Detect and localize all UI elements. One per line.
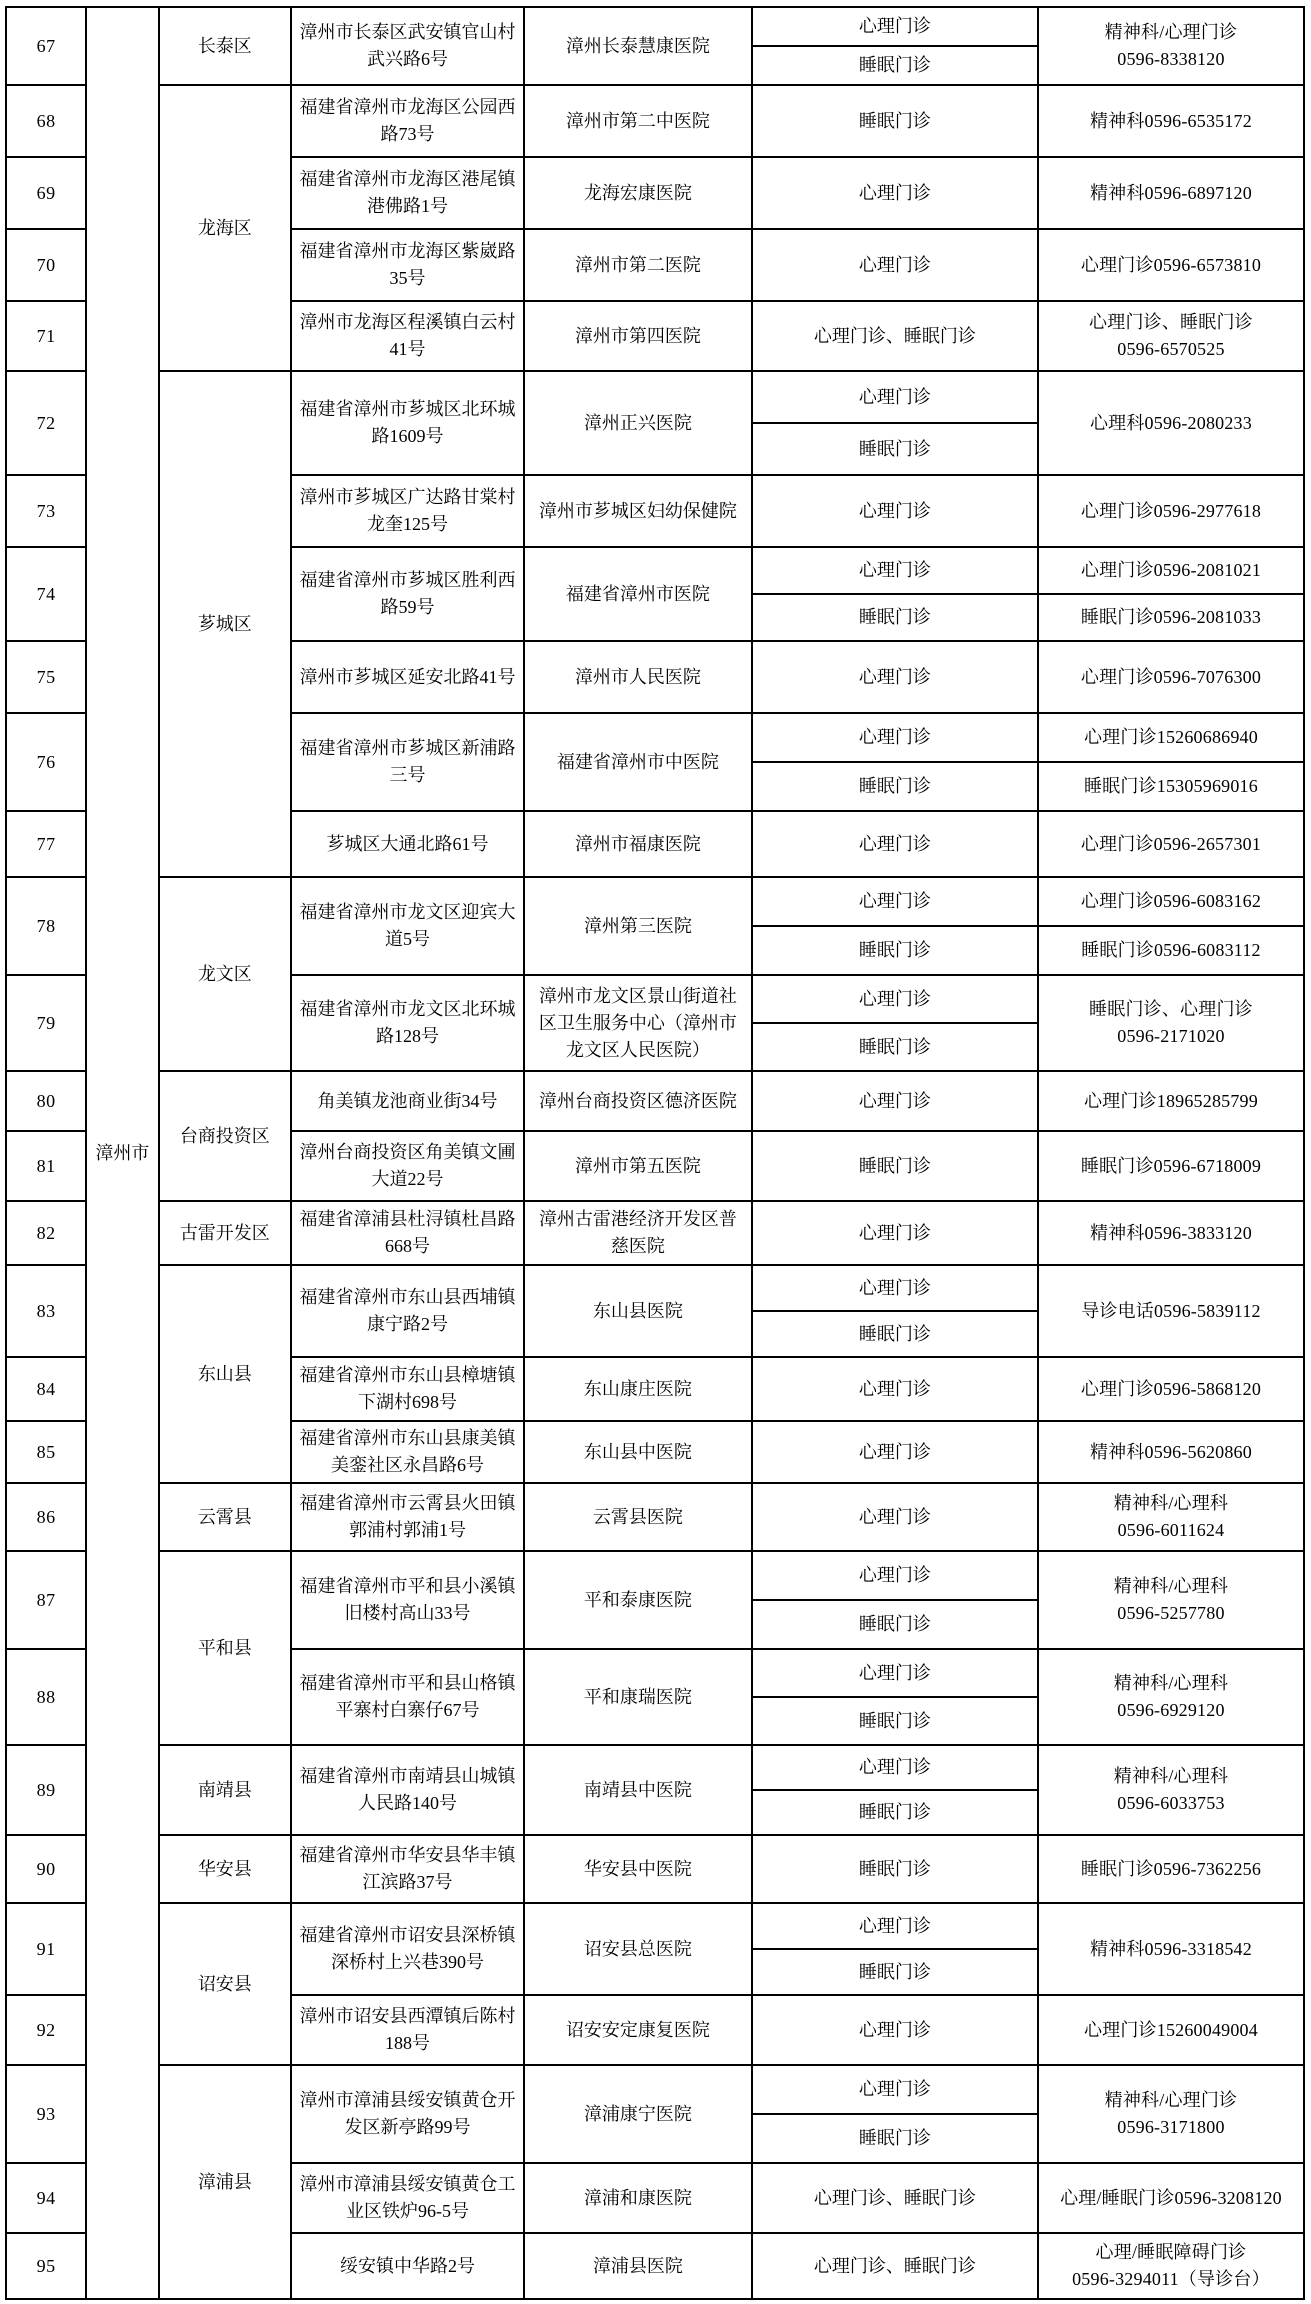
row-number-cell: 69 (6, 157, 86, 229)
hospital-cell: 东山县中医院 (524, 1421, 752, 1483)
row-number-cell: 80 (6, 1071, 86, 1131)
hospital-cell: 东山康庄医院 (524, 1357, 752, 1421)
address-cell: 福建省漳浦县杜浔镇杜昌路668号 (291, 1201, 524, 1265)
phone-cell: 睡眠门诊0596-6718009 (1038, 1131, 1304, 1201)
address-cell: 福建省漳州市芗城区北环城路1609号 (291, 371, 524, 475)
table-row (6, 1071, 1304, 1131)
clinic-type-cell: 心理门诊 (752, 1649, 1038, 1697)
district-cell: 华安县 (159, 1835, 292, 1903)
row-number-cell: 87 (6, 1551, 86, 1649)
row-number-cell: 91 (6, 1903, 86, 1995)
hospital-cell: 漳州市龙文区景山街道社区卫生服务中心（漳州市龙文区人民医院） (524, 975, 752, 1071)
clinic-type-cell: 心理门诊 (752, 1357, 1038, 1421)
address-cell: 福建省漳州市龙海区港尾镇港佛路1号 (291, 157, 524, 229)
address-cell: 漳州市漳浦县绥安镇黄仓工业区铁炉96-5号 (291, 2163, 524, 2233)
address-cell: 福建省漳州市华安县华丰镇江滨路37号 (291, 1835, 524, 1903)
clinic-type-cell: 心理门诊 (752, 641, 1038, 713)
clinic-type-cell: 心理门诊 (752, 1995, 1038, 2065)
phone-cell: 精神科/心理门诊 0596-8338120 (1038, 7, 1304, 85)
clinic-type-cell: 睡眠门诊 (752, 46, 1038, 85)
phone-cell: 睡眠门诊、心理门诊 0596-2171020 (1038, 975, 1304, 1071)
hospital-cell: 诏安安定康复医院 (524, 1995, 752, 2065)
clinic-type-cell: 心理门诊 (752, 1551, 1038, 1600)
row-number-cell: 72 (6, 371, 86, 475)
hospital-cell: 漳州市第二中医院 (524, 85, 752, 157)
hospital-cell: 漳州市第二医院 (524, 229, 752, 301)
address-cell: 福建省漳州市南靖县山城镇人民路140号 (291, 1745, 524, 1835)
clinic-type-cell: 睡眠门诊 (752, 1600, 1038, 1649)
address-cell: 福建省漳州市东山县西埔镇康宁路2号 (291, 1265, 524, 1357)
clinic-type-cell: 睡眠门诊 (752, 1949, 1038, 1995)
table-row (6, 1201, 1304, 1265)
address-cell: 福建省漳州市平和县小溪镇旧楼村高山33号 (291, 1551, 524, 1649)
phone-cell: 精神科0596-3318542 (1038, 1903, 1304, 1995)
phone-cell: 精神科/心理科 0596-5257780 (1038, 1551, 1304, 1649)
clinic-type-cell: 睡眠门诊 (752, 1790, 1038, 1835)
hospital-cell: 诏安县总医院 (524, 1903, 752, 1995)
clinic-type-cell: 心理门诊 (752, 2065, 1038, 2114)
phone-cell: 精神科0596-3833120 (1038, 1201, 1304, 1265)
row-number-cell: 67 (6, 7, 86, 85)
row-number-cell: 83 (6, 1265, 86, 1357)
address-cell: 漳州市诏安县西潭镇后陈村188号 (291, 1995, 524, 2065)
phone-cell: 精神科0596-5620860 (1038, 1421, 1304, 1483)
table-row (6, 1835, 1304, 1903)
phone-cell: 精神科/心理科 0596-6929120 (1038, 1649, 1304, 1745)
table-row (6, 1265, 1304, 1311)
district-cell: 古雷开发区 (159, 1201, 292, 1265)
clinic-type-cell: 心理门诊 (752, 157, 1038, 229)
address-cell: 福建省漳州市龙文区北环城路128号 (291, 975, 524, 1071)
clinic-type-cell: 心理门诊 (752, 713, 1038, 762)
phone-cell: 心理门诊0596-2977618 (1038, 475, 1304, 547)
phone-cell: 精神科/心理科 0596-6011624 (1038, 1483, 1304, 1551)
clinic-type-cell: 心理门诊 (752, 975, 1038, 1023)
hospital-cell: 漳州古雷港经济开发区普慈医院 (524, 1201, 752, 1265)
clinic-type-cell: 睡眠门诊 (752, 1697, 1038, 1745)
address-cell: 漳州市芗城区广达路甘棠村龙奎125号 (291, 475, 524, 547)
phone-cell: 心理门诊15260049004 (1038, 1995, 1304, 2065)
district-cell: 漳浦县 (159, 2065, 292, 2299)
row-number-cell: 95 (6, 2233, 86, 2299)
clinic-type-cell: 心理门诊 (752, 371, 1038, 423)
clinic-type-cell: 睡眠门诊 (752, 1131, 1038, 1201)
address-cell: 福建省漳州市诏安县深桥镇深桥村上兴巷390号 (291, 1903, 524, 1995)
clinic-type-cell: 心理门诊 (752, 1483, 1038, 1551)
clinic-type-cell: 心理门诊 (752, 7, 1038, 46)
phone-cell: 睡眠门诊15305969016 (1038, 762, 1304, 811)
table-row (6, 877, 1304, 926)
address-cell: 福建省漳州市云霄县火田镇郭浦村郭浦1号 (291, 1483, 524, 1551)
phone-cell: 心理门诊15260686940 (1038, 713, 1304, 762)
district-cell: 龙海区 (159, 85, 292, 371)
hospital-cell: 东山县医院 (524, 1265, 752, 1357)
hospital-cell: 云霄县医院 (524, 1483, 752, 1551)
address-cell: 福建省漳州市龙海区紫崴路35号 (291, 229, 524, 301)
phone-cell: 心理门诊18965285799 (1038, 1071, 1304, 1131)
phone-cell: 睡眠门诊0596-7362256 (1038, 1835, 1304, 1903)
hospital-cell: 漳州市第五医院 (524, 1131, 752, 1201)
row-number-cell: 76 (6, 713, 86, 811)
clinic-type-cell: 心理门诊 (752, 1903, 1038, 1949)
hospital-cell: 漳州市福康医院 (524, 811, 752, 877)
row-number-cell: 73 (6, 475, 86, 547)
hospital-cell: 福建省漳州市中医院 (524, 713, 752, 811)
phone-cell: 精神科0596-6897120 (1038, 157, 1304, 229)
address-cell: 福建省漳州市平和县山格镇平寨村白寨仔67号 (291, 1649, 524, 1745)
phone-cell: 睡眠门诊0596-2081033 (1038, 594, 1304, 641)
hospital-cell: 漳州台商投资区德济医院 (524, 1071, 752, 1131)
clinic-type-cell: 睡眠门诊 (752, 762, 1038, 811)
hospital-cell: 南靖县中医院 (524, 1745, 752, 1835)
row-number-cell: 68 (6, 85, 86, 157)
district-cell: 台商投资区 (159, 1071, 292, 1201)
hospital-cell: 漳州市芗城区妇幼保健院 (524, 475, 752, 547)
clinic-table (5, 6, 1305, 2300)
district-cell: 南靖县 (159, 1745, 292, 1835)
clinic-type-cell: 睡眠门诊 (752, 1835, 1038, 1903)
address-cell: 漳州市龙海区程溪镇白云村41号 (291, 301, 524, 371)
row-number-cell: 92 (6, 1995, 86, 2065)
hospital-cell: 龙海宏康医院 (524, 157, 752, 229)
phone-cell: 睡眠门诊0596-6083112 (1038, 926, 1304, 975)
address-cell: 福建省漳州市芗城区新浦路三号 (291, 713, 524, 811)
phone-cell: 心理科0596-2080233 (1038, 371, 1304, 475)
phone-cell: 精神科/心理门诊 0596-3171800 (1038, 2065, 1304, 2163)
row-number-cell: 77 (6, 811, 86, 877)
address-cell: 福建省漳州市芗城区胜利西路59号 (291, 547, 524, 641)
hospital-cell: 漳州第三医院 (524, 877, 752, 975)
table-row (6, 2065, 1304, 2114)
clinic-type-cell: 心理门诊 (752, 547, 1038, 594)
clinic-type-cell: 心理门诊 (752, 1265, 1038, 1311)
hospital-cell: 福建省漳州市医院 (524, 547, 752, 641)
clinic-type-cell: 睡眠门诊 (752, 85, 1038, 157)
clinic-type-cell: 心理门诊、睡眠门诊 (752, 2163, 1038, 2233)
clinic-type-cell: 睡眠门诊 (752, 926, 1038, 975)
row-number-cell: 79 (6, 975, 86, 1071)
clinic-type-cell: 心理门诊 (752, 1201, 1038, 1265)
address-cell: 漳州市漳浦县绥安镇黄仓开发区新亭路99号 (291, 2065, 524, 2163)
hospital-cell: 漳州市第四医院 (524, 301, 752, 371)
phone-cell: 心理门诊0596-6573810 (1038, 229, 1304, 301)
table-row (6, 1745, 1304, 1790)
table-row (6, 7, 1304, 46)
district-cell: 长泰区 (159, 7, 292, 85)
clinic-type-cell: 睡眠门诊 (752, 2114, 1038, 2163)
hospital-cell: 漳州正兴医院 (524, 371, 752, 475)
clinic-type-cell: 心理门诊、睡眠门诊 (752, 2233, 1038, 2299)
address-cell: 漳州市芗城区延安北路41号 (291, 641, 524, 713)
address-cell: 漳州台商投资区角美镇文圃大道22号 (291, 1131, 524, 1201)
table-row (6, 1551, 1304, 1600)
address-cell: 漳州市长泰区武安镇官山村武兴路6号 (291, 7, 524, 85)
district-cell: 云霄县 (159, 1483, 292, 1551)
row-number-cell: 74 (6, 547, 86, 641)
hospital-cell: 平和泰康医院 (524, 1551, 752, 1649)
address-cell: 福建省漳州市龙文区迎宾大道5号 (291, 877, 524, 975)
phone-cell: 心理门诊0596-5868120 (1038, 1357, 1304, 1421)
hospital-cell: 平和康瑞医院 (524, 1649, 752, 1745)
city-cell: 漳州市 (86, 7, 158, 2299)
address-cell: 福建省漳州市东山县康美镇美銮社区永昌路6号 (291, 1421, 524, 1483)
district-cell: 龙文区 (159, 877, 292, 1071)
clinic-type-cell: 心理门诊 (752, 1421, 1038, 1483)
table-row (6, 1903, 1304, 1949)
phone-cell: 心理/睡眠门诊0596-3208120 (1038, 2163, 1304, 2233)
clinic-type-cell: 心理门诊 (752, 229, 1038, 301)
row-number-cell: 81 (6, 1131, 86, 1201)
address-cell: 福建省漳州市龙海区公园西路73号 (291, 85, 524, 157)
row-number-cell: 94 (6, 2163, 86, 2233)
clinic-table-body (6, 7, 1304, 2299)
row-number-cell: 85 (6, 1421, 86, 1483)
hospital-cell: 漳州长泰慧康医院 (524, 7, 752, 85)
row-number-cell: 84 (6, 1357, 86, 1421)
phone-cell: 心理门诊0596-2081021 (1038, 547, 1304, 594)
phone-cell: 心理门诊0596-7076300 (1038, 641, 1304, 713)
row-number-cell: 89 (6, 1745, 86, 1835)
clinic-type-cell: 睡眠门诊 (752, 1023, 1038, 1071)
hospital-cell: 漳浦和康医院 (524, 2163, 752, 2233)
row-number-cell: 82 (6, 1201, 86, 1265)
row-number-cell: 88 (6, 1649, 86, 1745)
hospital-cell: 漳浦县医院 (524, 2233, 752, 2299)
phone-cell: 精神科0596-6535172 (1038, 85, 1304, 157)
clinic-type-cell: 心理门诊 (752, 877, 1038, 926)
phone-cell: 心理门诊、睡眠门诊 0596-6570525 (1038, 301, 1304, 371)
row-number-cell: 71 (6, 301, 86, 371)
row-number-cell: 90 (6, 1835, 86, 1903)
clinic-type-cell: 心理门诊 (752, 475, 1038, 547)
clinic-type-cell: 心理门诊 (752, 1745, 1038, 1790)
clinic-type-cell: 心理门诊 (752, 1071, 1038, 1131)
row-number-cell: 78 (6, 877, 86, 975)
district-cell: 芗城区 (159, 371, 292, 877)
clinic-type-cell: 睡眠门诊 (752, 1311, 1038, 1357)
phone-cell: 精神科/心理科 0596-6033753 (1038, 1745, 1304, 1835)
clinic-type-cell: 心理门诊、睡眠门诊 (752, 301, 1038, 371)
clinic-type-cell: 心理门诊 (752, 811, 1038, 877)
address-cell: 芗城区大通北路61号 (291, 811, 524, 877)
phone-cell: 心理门诊0596-6083162 (1038, 877, 1304, 926)
row-number-cell: 75 (6, 641, 86, 713)
address-cell: 角美镇龙池商业街34号 (291, 1071, 524, 1131)
table-row (6, 85, 1304, 157)
hospital-cell: 漳州市人民医院 (524, 641, 752, 713)
table-row (6, 1483, 1304, 1551)
address-cell: 福建省漳州市东山县樟塘镇下湖村698号 (291, 1357, 524, 1421)
row-number-cell: 70 (6, 229, 86, 301)
hospital-cell: 华安县中医院 (524, 1835, 752, 1903)
phone-cell: 心理门诊0596-2657301 (1038, 811, 1304, 877)
address-cell: 绥安镇中华路2号 (291, 2233, 524, 2299)
phone-cell: 心理/睡眠障碍门诊 0596-3294011（导诊台） (1038, 2233, 1304, 2299)
clinic-type-cell: 睡眠门诊 (752, 423, 1038, 475)
row-number-cell: 86 (6, 1483, 86, 1551)
phone-cell: 导诊电话0596-5839112 (1038, 1265, 1304, 1357)
district-cell: 平和县 (159, 1551, 292, 1745)
district-cell: 东山县 (159, 1265, 292, 1483)
clinic-type-cell: 睡眠门诊 (752, 594, 1038, 641)
row-number-cell: 93 (6, 2065, 86, 2163)
table-row (6, 371, 1304, 423)
hospital-cell: 漳浦康宁医院 (524, 2065, 752, 2163)
district-cell: 诏安县 (159, 1903, 292, 2065)
